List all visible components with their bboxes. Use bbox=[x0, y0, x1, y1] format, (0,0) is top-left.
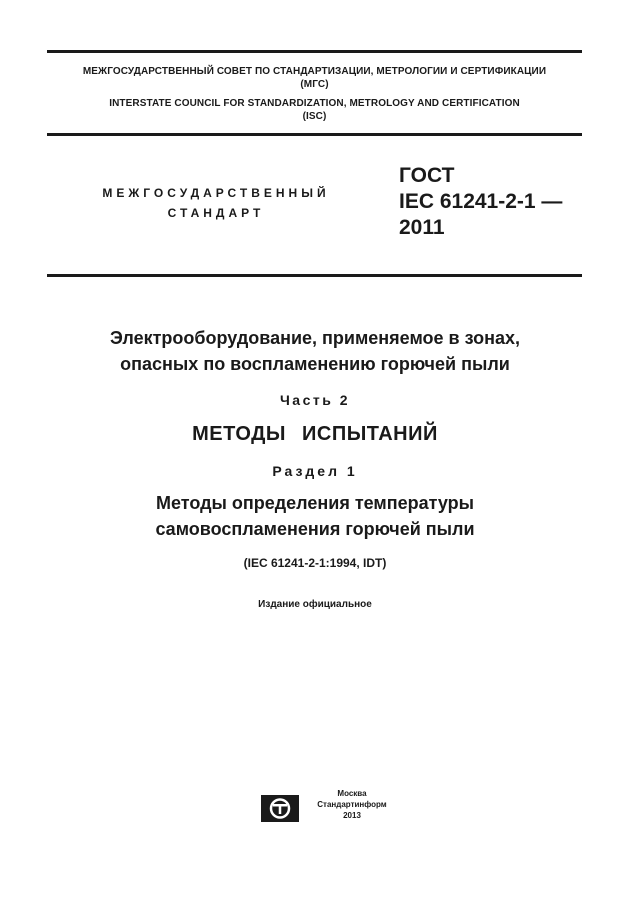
standard-code-number: IEC 61241-2-1 — bbox=[399, 190, 563, 213]
council-name-ru bbox=[47, 65, 582, 91]
council-ru-title: МЕЖГОСУДАРСТВЕННЫЙ СОВЕТ ПО СТАНДАРТИЗАЦИИ, МЕТРОЛОГИИ И СЕРТИФИКАЦИИ bbox=[82, 66, 547, 77]
standard-code-prefix: ГОСТ bbox=[399, 164, 455, 187]
standartinform-logo-icon bbox=[261, 795, 299, 822]
standard-kind-line1: МЕЖГОСУДАРСТВЕННЫЙ bbox=[102, 186, 330, 200]
top-divider bbox=[47, 50, 582, 53]
standard-kind-line2: СТАНДАРТ bbox=[167, 206, 265, 220]
council-en-abbr: (ISC) bbox=[302, 111, 327, 122]
section-label: Раздел 1 bbox=[272, 463, 358, 479]
publisher-name: Стандартинформ bbox=[317, 800, 387, 809]
edition-note: Издание официальное bbox=[258, 599, 372, 610]
standard-code-year: 2011 bbox=[399, 216, 445, 239]
iec-reference: (IEC 61241-2-1:1994, IDT) bbox=[243, 556, 387, 570]
council-en-title: INTERSTATE COUNCIL FOR STANDARDIZATION, METROLOGY AND CERTIFICATION bbox=[109, 98, 520, 109]
document-title-line1: Электрооборудование, применяемое в зонах, bbox=[110, 328, 520, 348]
section-title-line2: самовоспламенения горючей пыли bbox=[155, 519, 475, 539]
council-name-en bbox=[47, 97, 582, 123]
part-label: Часть 2 bbox=[279, 392, 351, 408]
section-title-line1: Методы определения температуры bbox=[155, 493, 475, 513]
header-divider bbox=[47, 133, 582, 136]
publisher-year: 2013 bbox=[343, 811, 361, 820]
publisher-city: Москва bbox=[337, 789, 367, 798]
title-divider bbox=[47, 274, 582, 277]
document-title-line2: опасных по воспламенению горючей пыли bbox=[120, 354, 510, 374]
part-name: МЕТОДЫ ИСПЫТАНИЙ bbox=[192, 423, 438, 445]
council-ru-abbr: (МГС) bbox=[300, 79, 329, 90]
publisher-block bbox=[304, 788, 400, 821]
